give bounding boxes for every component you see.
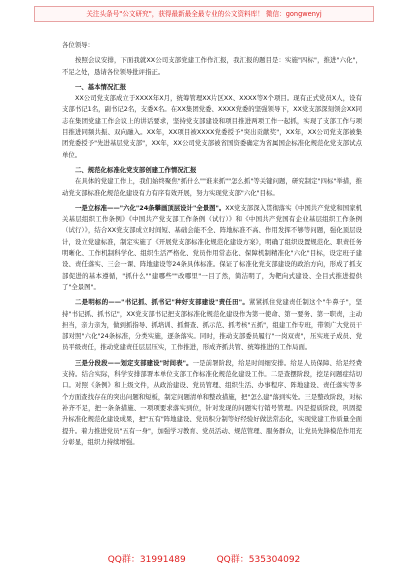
document-page [62,40,362,550]
point1-paragraph [62,203,362,293]
intro-paragraph: 按照会议安排，下面我就XX公司支部党建工作作汇报，我汇报的题目是：实施"四标"，推进"六化"，不足之处，恳请各位领导批评指正。 [62,56,362,76]
point2-lead: 二是明标的——"书记抓、抓书记"种好支部建设"责任田"。 [75,298,250,307]
point3-body: 一是前署阶段，给足时间细安排。给足人员保障、给足经费支持。结合实际，科学安排部署本单位支部工作标准化规范化建设工作。二是查摆阶段，挖足问题症结切口。对照《条例》和上级文件，从政治建设、党员管理、组织生活、办事程序、阵地建设、责任落实等多个方面查找存在的突出问题和短板，制定问题清单和整改措施，把"怎么建"落到实处。三是整改阶段，对标补齐不足，把一条条措施、一项项要求落实到位，针对发现的问题实行销号管理。四是提质阶段，巩固提升标准化规范化建设成果，把"五有"阵地建设、党员积分制等好经验好做法常态化，实现党建工作质量全面提升。着力推进党员"五有一身"，加强学习教育、党员活动、规范管理、服务群众，让党员先锋模范作用充分彰显，组织力持续增强。 [62,358,362,446]
section1-heading: 一、基本情况汇报 [75,82,127,91]
footer-qq-group-1: QQ群：31991489 [107,555,186,565]
point2-body: 紧紧抓住党建责任制这个"牛鼻子"，坚持"书记抓、抓书记"，XX党支部书记把支部标准化规范化建设作为第一使命、第一要务、第一职责，主动担当，亲力亲为，做到抓指导、抓培训、抓督查、抓示范、抓考核"五抓"，组建工作专班，带领广大党员干部对照"六化"24条标准，分类实施，逐条落实。同时，推动支部委员履行"一岗双责"，压实班子成员、党员平级责任，推动党建责任层层压实，工作推进，形成齐抓共管、统筹推进的工作局面。 [62,298,362,352]
footer [0,552,408,566]
footer-qq-group-2: QQ群：535304092 [216,555,301,565]
point1-body: XX党支部深入贯彻落实《中国共产党党和国家机关基层组织工作条例》《中国共产党支部工作条例（试行）》和《中国共产党国有企业基层组织工作条例（试行）》，结合XX党支部成立时间短、基础会能不全、阵地标准不高、作用发挥不够等问题，强化顶层设计，设立党建标准，制定实施了《开展党支部标准化规范化建设方案》，明确了组织设置规范化、职责任务明晰化、工作机制科学化、组织生活严格化、党员作用常态化、保障机制精准化"六化"目标，设定班子建设、责任落实、三会一课、阵地建设等24条具体标准。保证了标准化党支部建设的政治方向，形成了抓支部促进的基本遵循，"抓什么""建哪些""改哪里"一目了然，简洁明了，为靶向式建设、全目式推进提供了"全景图"。 [62,203,362,291]
point3-paragraph [62,358,362,448]
top-banner: 关注头条号"公文研究"，获得最新最全最专业的公文资料库！ 微信：gongwenyj [34,6,374,22]
section1-paragraph: XX公司党支部成立于XXXX年X月，统筹管理XX片区XX、XXXX等X个项目。现有正式党员X人，设有支部书记1名，副书记2名，支委X名。在XX集团党委、XXXX党委的坚强领导下，XX党支部深刻领会XX同志在集团党建工作会议上的讲话要求，坚持党支部建设和项目推进两项工作一起抓，实现了支部工作与项目推进同频共振、双向融入。XX年，XX项目被XXXX党委授予"突出贡献奖"，XX年，XX公司党支部被集团党委授予"先进基层党支部"，XX年，XX公司党支部被省国资委确定为省属国企标准化规范化党支部试点单位。 [62,94,362,159]
point2-paragraph [62,297,362,353]
point3-lead: 三是分段段——划定支部建设"时间表"。 [75,358,193,367]
section2-intro-paragraph: 在具体的党建工作上，我们始终聚焦"抓什么""谁来抓""怎么抓"等关键问题，研究制定"四标"举措，推动党支部标准化规范化建设有力有序有效开展，努力实现党支部"六化"目标。 [62,177,362,197]
point1-lead: 一是立标准——"六化"24条攀画顶层设计"全景图"。 [75,203,226,212]
section2-heading: 二、规范化标准化党支部创建工作情况汇报 [75,165,197,174]
salutation: 各位领导： [62,41,94,49]
